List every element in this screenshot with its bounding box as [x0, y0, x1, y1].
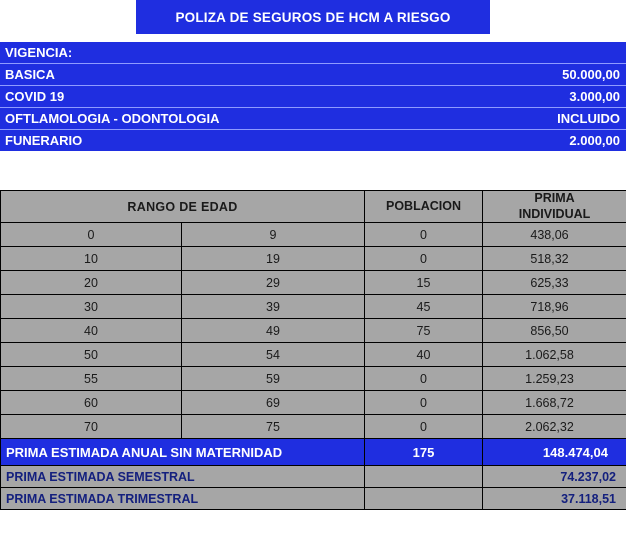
total-semiannual-row [1, 466, 626, 488]
table-row [1, 247, 626, 271]
total-semiannual-label: PRIMA ESTIMADA SEMESTRAL [1, 466, 365, 488]
coverage-label-covid19: COVID 19 [0, 86, 313, 108]
table-row [1, 271, 626, 295]
title-band [0, 0, 626, 34]
cell-age-to: 59 [182, 367, 365, 391]
cell-age-from: 30 [1, 295, 182, 319]
cell-age-to: 75 [182, 415, 365, 439]
cell-age-to: 54 [182, 343, 365, 367]
coverage-label-basica: BASICA [0, 64, 313, 86]
coverage-row [0, 64, 626, 86]
cell-premium: 1.259,23 [483, 367, 626, 391]
document-title: POLIZA DE SEGUROS DE HCM A RIESGO [136, 0, 490, 34]
cell-premium: 718,96 [483, 295, 626, 319]
title-right-spacer [490, 0, 626, 34]
cell-population: 45 [365, 295, 483, 319]
cell-premium: 625,33 [483, 271, 626, 295]
cell-age-from: 10 [1, 247, 182, 271]
cell-age-to: 19 [182, 247, 365, 271]
header-individual-premium [483, 191, 626, 223]
header-age-range: RANGO DE EDAD [1, 191, 365, 223]
cell-age-to: 9 [182, 223, 365, 247]
cell-premium: 518,32 [483, 247, 626, 271]
title-table [0, 0, 626, 34]
coverage-value-covid19: 3.000,00 [313, 86, 626, 108]
total-semiannual-population-empty [365, 466, 483, 488]
vigencia-label: VIGENCIA: [0, 42, 626, 64]
coverage-block [0, 42, 626, 151]
cell-age-to: 29 [182, 271, 365, 295]
table-row [1, 391, 626, 415]
cell-age-from: 70 [1, 415, 182, 439]
coverage-value-basica: 50.000,00 [313, 64, 626, 86]
total-quarterly-label: PRIMA ESTIMADA TRIMESTRAL [1, 488, 365, 510]
cell-age-to: 49 [182, 319, 365, 343]
total-quarterly-population-empty [365, 488, 483, 510]
cell-population: 75 [365, 319, 483, 343]
total-annual-row [1, 439, 626, 466]
cell-population: 0 [365, 247, 483, 271]
cell-age-from: 40 [1, 319, 182, 343]
table-row [1, 223, 626, 247]
coverage-header-row [0, 42, 626, 64]
cell-premium: 856,50 [483, 319, 626, 343]
cell-population: 0 [365, 415, 483, 439]
cell-population: 40 [365, 343, 483, 367]
cell-age-from: 0 [1, 223, 182, 247]
coverage-value-oftalmologia-odontologia: INCLUIDO [313, 108, 626, 130]
title-left-spacer [0, 0, 136, 34]
cell-age-from: 55 [1, 367, 182, 391]
cell-age-to: 39 [182, 295, 365, 319]
table-row [1, 295, 626, 319]
cell-population: 0 [365, 223, 483, 247]
cell-age-to: 69 [182, 391, 365, 415]
header-population: POBLACION [365, 191, 483, 223]
total-quarterly-amount: 37.118,51 [483, 488, 626, 510]
cell-age-from: 50 [1, 343, 182, 367]
header-individual-premium-line2: INDIVIDUAL [518, 206, 591, 221]
table-row [1, 319, 626, 343]
title-row [0, 0, 626, 34]
coverage-label-oftalmologia-odontologia: OFTLAMOLOGIA - ODONTOLOGIA [0, 108, 313, 130]
coverage-row [0, 130, 626, 152]
header-individual-premium-line1: PRIMA [534, 191, 575, 205]
premium-table-grid [0, 190, 626, 510]
cell-population: 15 [365, 271, 483, 295]
coverage-value-funerario: 2.000,00 [313, 130, 626, 152]
coverage-row [0, 86, 626, 108]
total-annual-label: PRIMA ESTIMADA ANUAL SIN MATERNIDAD [1, 439, 365, 466]
coverage-table [0, 42, 626, 151]
table-row [1, 415, 626, 439]
total-annual-amount: 148.474,04 [483, 439, 626, 466]
cell-age-from: 60 [1, 391, 182, 415]
total-quarterly-row [1, 488, 626, 510]
table-row [1, 367, 626, 391]
total-semiannual-amount: 74.237,02 [483, 466, 626, 488]
table-header-row [1, 191, 626, 223]
cell-premium: 1.668,72 [483, 391, 626, 415]
coverage-row [0, 108, 626, 130]
table-row [1, 343, 626, 367]
total-annual-population: 175 [365, 439, 483, 466]
cell-premium: 438,06 [483, 223, 626, 247]
coverage-label-funerario: FUNERARIO [0, 130, 313, 152]
cell-age-from: 20 [1, 271, 182, 295]
cell-premium: 1.062,58 [483, 343, 626, 367]
cell-population: 0 [365, 391, 483, 415]
premium-table [0, 190, 626, 510]
cell-population: 0 [365, 367, 483, 391]
cell-premium: 2.062,32 [483, 415, 626, 439]
